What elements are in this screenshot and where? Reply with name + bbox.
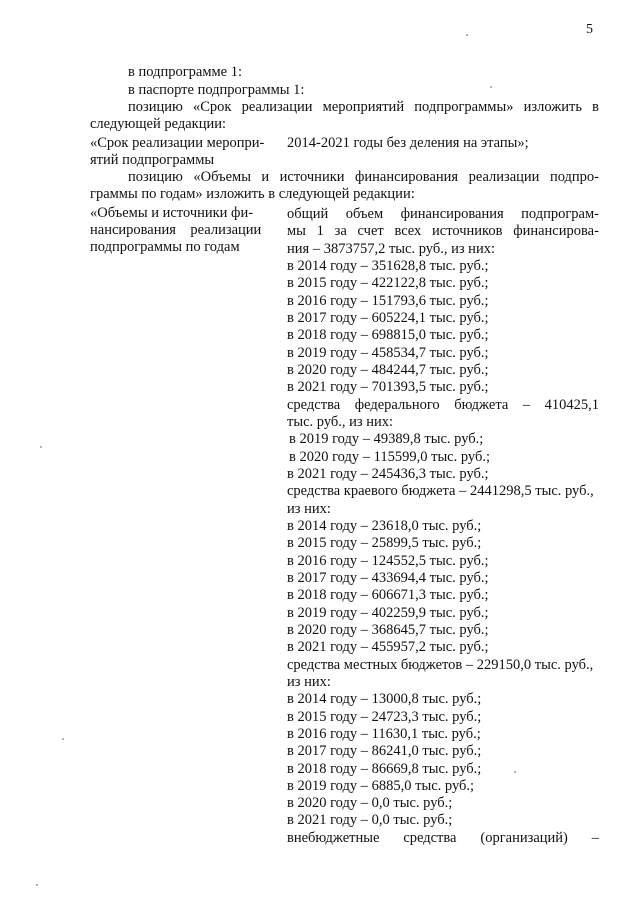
word: – xyxy=(522,396,531,413)
total-year-2014: в 2014 году – 351628,8 тыс. руб.; xyxy=(287,257,489,274)
word: подпро- xyxy=(549,169,599,185)
extrabudget-line xyxy=(287,830,599,847)
word: объем xyxy=(345,206,384,222)
obemy-intro-line-1 xyxy=(128,169,599,186)
srok-label xyxy=(90,135,280,169)
intro-line-1: в подпрограмме 1: xyxy=(128,64,243,80)
word: и xyxy=(261,169,270,185)
word: финансирования xyxy=(400,206,504,222)
regional-year-2020: в 2020 году – 368645,7 тыс. руб.; xyxy=(287,621,489,638)
local-year-2020: в 2020 году – 0,0 тыс. руб.; xyxy=(287,795,453,812)
local-line-1: средства местных бюджетов – 229150,0 тыс. руб., xyxy=(287,656,594,673)
intro-line-2: в паспорте подпрограммы 1: xyxy=(128,82,305,98)
word: бюджета xyxy=(454,396,509,413)
regional-year-2021: в 2021 году – 455957,2 тыс. руб.; xyxy=(287,639,489,656)
word: – xyxy=(591,829,599,846)
federal-year-2020: в 2020 году – 115599,0 тыс. руб.; xyxy=(289,448,491,465)
page-number: 5 xyxy=(586,22,593,37)
word: (организаций) xyxy=(480,829,568,846)
local-year-2021: в 2021 году – 0,0 тыс. руб.; xyxy=(287,812,453,829)
word: за xyxy=(334,223,347,240)
total-line-3: ния – 3873757,2 тыс. руб., из них: xyxy=(287,240,495,257)
intro-line-4: следующей редакции: xyxy=(90,116,227,132)
regional-year-2018: в 2018 году – 606671,3 тыс. руб.; xyxy=(287,587,489,604)
total-year-2017: в 2017 году – 605224,1 тыс. руб.; xyxy=(287,309,489,326)
word: внебюджетные xyxy=(287,829,380,846)
total-line-1 xyxy=(287,206,599,223)
word: финансирова- xyxy=(513,223,599,240)
regional-line-2: из них: xyxy=(287,500,331,517)
word: подпрограм- xyxy=(521,206,599,222)
scan-speck xyxy=(514,771,516,773)
total-year-2021: в 2021 году – 701393,5 тыс. руб.; xyxy=(287,379,489,396)
total-year-2015: в 2015 году – 422122,8 тыс. руб.; xyxy=(287,275,489,292)
local-line-2: из них: xyxy=(287,673,331,690)
word: средства xyxy=(403,829,457,846)
word: источники xyxy=(279,169,345,185)
total-year-2019: в 2019 году – 458534,7 тыс. руб.; xyxy=(287,344,489,361)
word: изложить xyxy=(523,99,582,115)
word: общий xyxy=(287,206,329,222)
regional-year-2015: в 2015 году – 25899,5 тыс. руб.; xyxy=(287,535,482,552)
word: «Объемы xyxy=(193,169,251,185)
scan-speck xyxy=(62,738,64,740)
word: всех xyxy=(394,223,422,240)
srok-value: 2014-2021 годы без деления на этапы»; xyxy=(287,135,529,151)
regional-year-2014: в 2014 году – 23618,0 тыс. руб.; xyxy=(287,517,482,534)
regional-line-1: средства краевого бюджета – 2441298,5 тыс. руб., xyxy=(287,483,594,500)
scan-speck xyxy=(36,884,38,886)
word: позицию xyxy=(128,99,183,115)
word: мероприятий xyxy=(322,99,405,115)
word: позицию xyxy=(128,169,183,185)
word: финансирования xyxy=(355,169,459,185)
regional-year-2019: в 2019 году – 402259,9 тыс. руб.; xyxy=(287,604,489,621)
srok-label-line: ятий подпрограммы xyxy=(90,152,215,168)
local-year-2015: в 2015 году – 24723,3 тыс. руб.; xyxy=(287,708,482,725)
word: в xyxy=(592,99,599,115)
word: мы xyxy=(287,223,306,240)
financing-label-line: нансирования реализации xyxy=(90,222,262,238)
total-year-2020: в 2020 году – 484244,7 тыс. руб.; xyxy=(287,361,489,378)
word: источников xyxy=(432,223,503,240)
local-year-2017: в 2017 году – 86241,0 тыс. руб.; xyxy=(287,743,482,760)
total-line-2 xyxy=(287,223,599,240)
word: 410425,1 xyxy=(544,396,599,413)
word: счет xyxy=(357,223,384,240)
local-year-2016: в 2016 году – 11630,1 тыс. руб.; xyxy=(287,725,481,742)
srok-label-line: «Срок реализации меропри- xyxy=(90,135,265,151)
local-year-2018: в 2018 году – 86669,8 тыс. руб.; xyxy=(287,760,482,777)
word: реализации xyxy=(468,169,540,185)
obemy-intro-line-2: граммы по годам» изложить в следующей редакции: xyxy=(90,186,415,202)
financing-label xyxy=(90,205,280,256)
total-year-2018: в 2018 году – 698815,0 тыс. руб.; xyxy=(287,327,489,344)
scan-speck xyxy=(40,446,42,448)
federal-year-2019: в 2019 году – 49389,8 тыс. руб.; xyxy=(289,431,484,448)
word: 1 xyxy=(316,223,324,240)
federal-line-2: тыс. руб., из них: xyxy=(287,413,394,430)
local-year-2014: в 2014 году – 13000,8 тыс. руб.; xyxy=(287,691,482,708)
regional-year-2017: в 2017 году – 433694,4 тыс. руб.; xyxy=(287,569,489,586)
federal-year-2021: в 2021 году – 245436,3 тыс. руб.; xyxy=(287,465,489,482)
word: подпрограммы» xyxy=(414,99,514,115)
financing-label-line: подпрограммы по годам xyxy=(90,239,240,255)
total-year-2016: в 2016 году – 151793,6 тыс. руб.; xyxy=(287,292,489,309)
local-year-2019: в 2019 году – 6885,0 тыс. руб.; xyxy=(287,777,475,794)
word: реализации xyxy=(241,99,313,115)
scan-speck xyxy=(466,34,468,36)
word: средства xyxy=(287,396,341,413)
word: федерального xyxy=(354,396,440,413)
scan-speck xyxy=(490,86,492,88)
financing-details xyxy=(287,206,599,847)
regional-year-2016: в 2016 году – 124552,5 тыс. руб.; xyxy=(287,552,489,569)
federal-line-1 xyxy=(287,397,599,414)
financing-label-line: «Объемы и источники фи- xyxy=(90,205,254,221)
intro-line-3 xyxy=(128,99,599,116)
word: «Срок xyxy=(193,99,232,115)
